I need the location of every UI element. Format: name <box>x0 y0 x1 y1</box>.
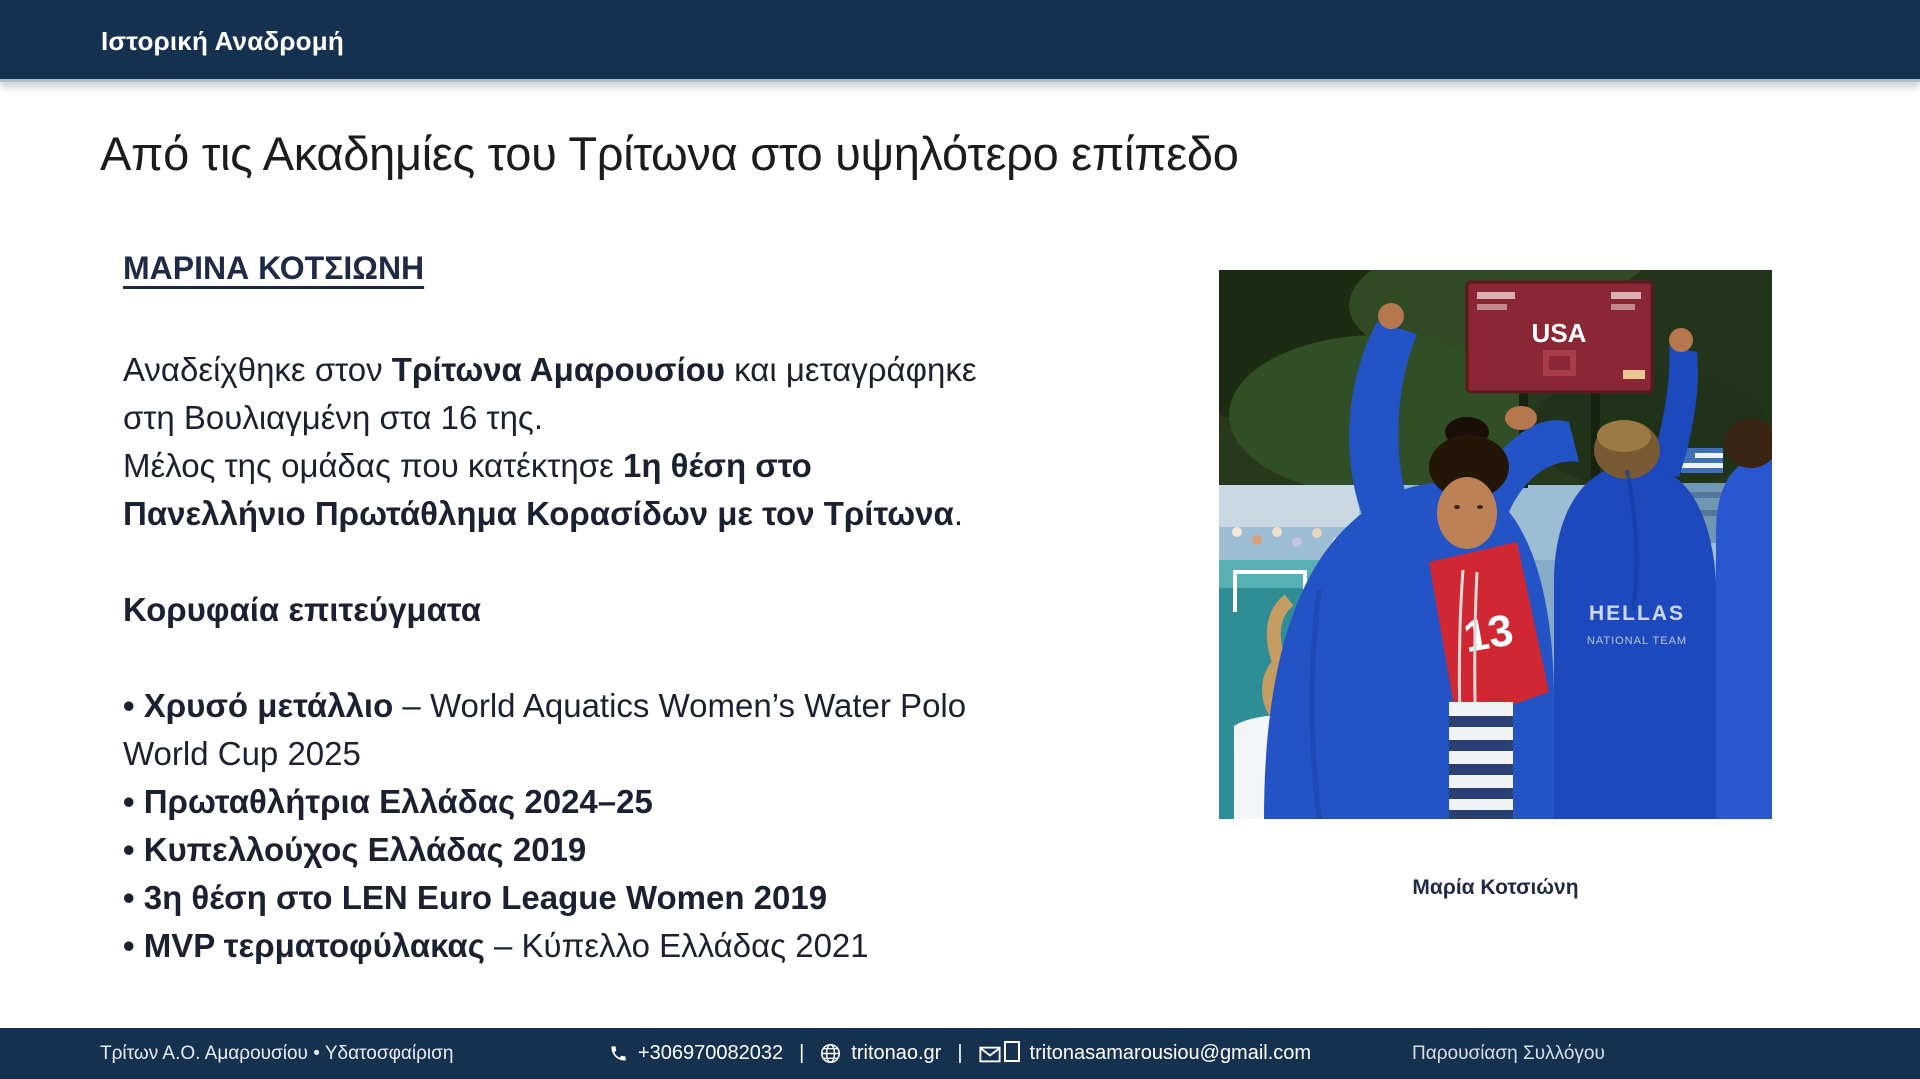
photo-caption: Μαρία Κοτσιώνη <box>1412 876 1579 899</box>
text-line <box>123 538 1183 586</box>
text-line: • MVP τερματοφύλακας – Κύπελλο Ελλάδας 2021 <box>123 927 869 964</box>
athlete-details <box>123 346 1183 970</box>
footer-separator: | <box>799 1042 805 1064</box>
header-bar <box>0 0 1920 82</box>
text-line: στη Βουλιαγμένη στα 16 της. <box>123 399 544 436</box>
header-title: Ιστορική Αναδρομή <box>101 26 344 56</box>
page-title: Από τις Ακαδημίες του Τρίτωνα στο υψηλότερο επίπεδο <box>100 127 1239 180</box>
photo-robe-text: HELLAS <box>1589 602 1685 625</box>
text-line: Αναδείχθηκε στον Τρίτωνα Αμαρουσίου και μεταγράφηκε <box>123 351 977 388</box>
athlete-photo <box>1219 270 1772 819</box>
text-line: • 3η θέση στο LEN Euro League Women 2019 <box>123 879 828 916</box>
footer-bar <box>0 1028 1920 1079</box>
text-line: Πανελλήνιο Πρωτάθλημα Κορασίδων με τον Τρίτωνα. <box>123 495 963 532</box>
globe-icon <box>820 1043 841 1064</box>
footer-phone: +306970082032 <box>637 1042 784 1064</box>
footer-website: tritonao.gr <box>851 1042 942 1064</box>
athlete-name-heading: ΜΑΡΙΝΑ ΚΟΤΣΙΩΝΗ <box>123 250 425 286</box>
footer-club-name: Τρίτων Α.Ο. Αμαρουσίου • Υδατοσφαίριση <box>100 1043 454 1064</box>
text-line: World Cup 2025 <box>123 735 361 772</box>
phone-icon <box>609 1044 628 1063</box>
text-line: Κορυφαία επιτεύγματα <box>123 591 481 628</box>
footer-presentation-label: Παρουσίαση Συλλόγου <box>1412 1043 1605 1064</box>
photo-robe-subtext: NATIONAL TEAM <box>1586 635 1688 647</box>
athlete-photo-illustration <box>1219 270 1772 819</box>
missing-glyph-box <box>1004 1041 1020 1062</box>
photo-towel-number: 13 <box>1460 605 1517 663</box>
envelope-icon <box>979 1046 1001 1063</box>
footer-email: tritonasamarousiou@gmail.com <box>1029 1042 1312 1064</box>
footer-contact <box>0 1028 1920 1079</box>
photo-flag <box>1681 448 1723 473</box>
text-line: • Χρυσό μετάλλιο – World Aquatics Women’s Water Polo <box>123 687 967 724</box>
text-line <box>123 634 1183 682</box>
envelope-icon-group <box>979 1041 1020 1066</box>
photo-striped-towel <box>1449 702 1513 819</box>
text-line: • Πρωταθλήτρια Ελλάδας 2024–25 <box>123 783 653 820</box>
photo-scoreboard-text: USA <box>1531 318 1587 348</box>
footer-separator: | <box>957 1042 963 1064</box>
text-line: Μέλος της ομάδας που κατέκτησε 1η θέση στο <box>123 447 812 484</box>
text-line: • Κυπελλούχος Ελλάδας 2019 <box>123 831 587 868</box>
